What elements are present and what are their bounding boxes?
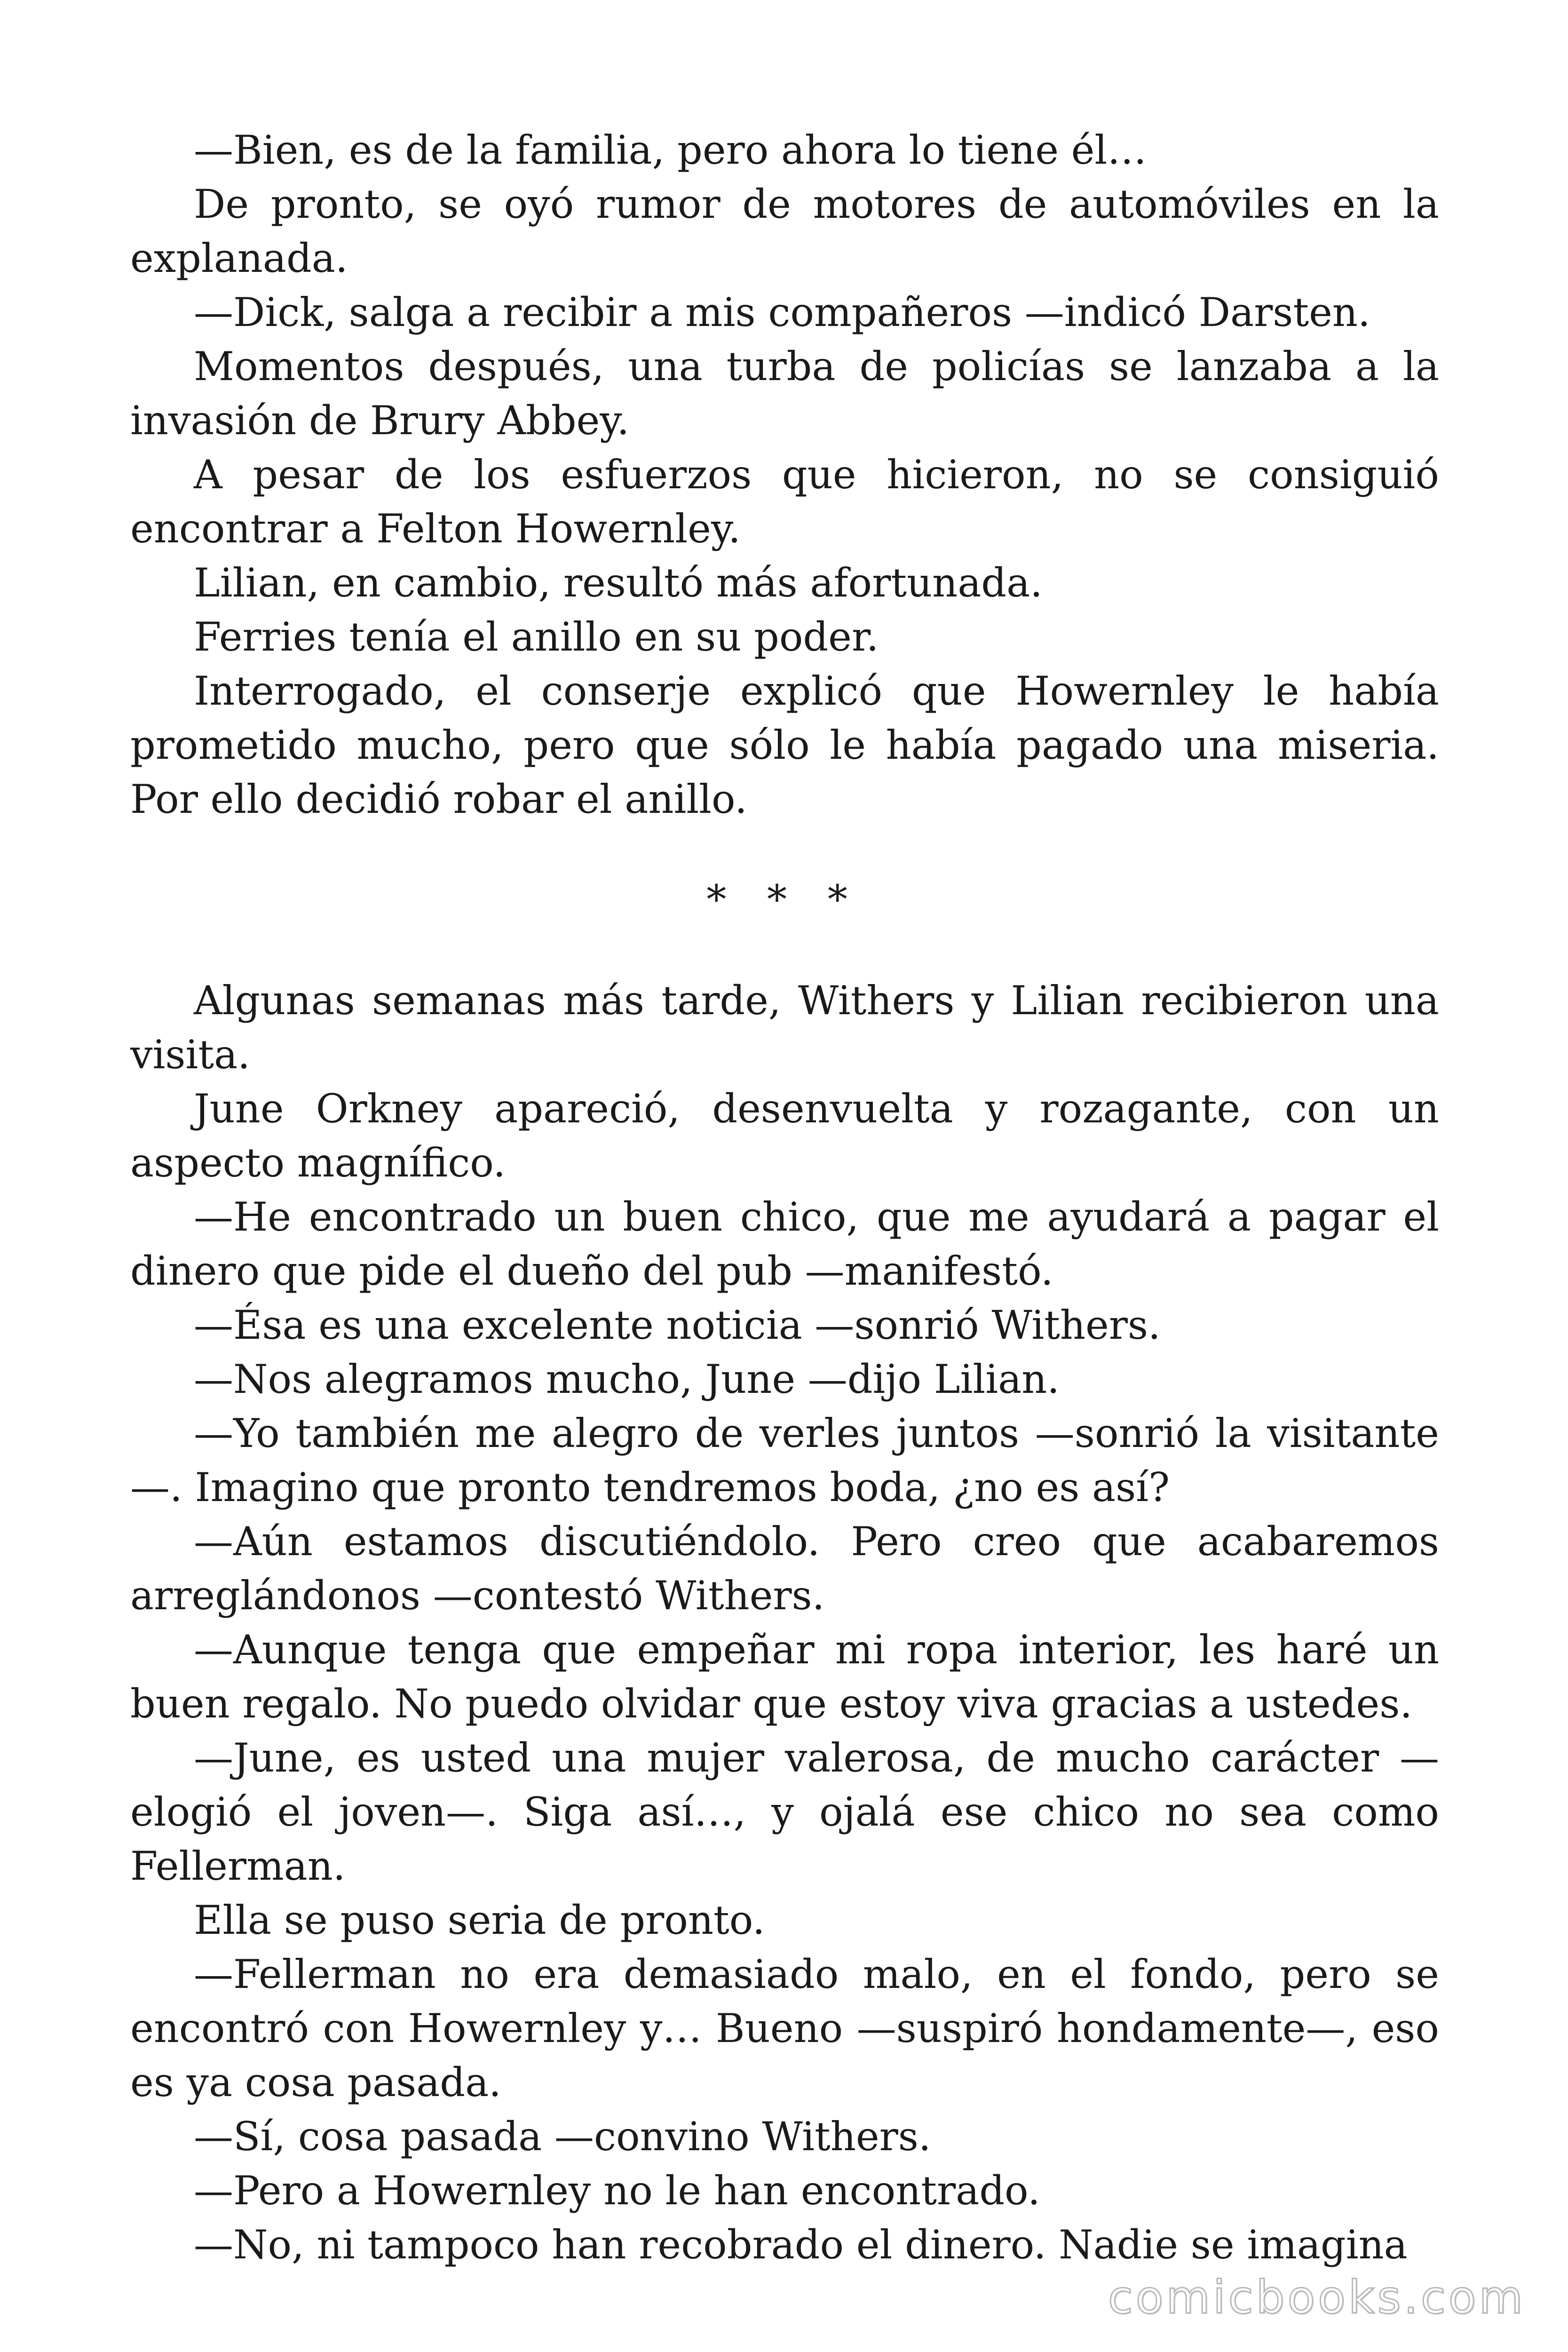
paragraph: —Aunque tenga que empeñar mi ropa interior, les haré un buen regalo. No puedo olvidar que estoy viva gracias a ustedes. [130, 1627, 1439, 1727]
paragraph: —June, es usted una mujer valerosa, de mucho carácter —elogió el joven—. Siga así…, y ojalá ese chico no sea como Fellerman. [130, 1735, 1439, 1889]
paragraph: Ferries tenía el anillo en su poder. [194, 614, 879, 660]
text-block-top [130, 123, 1439, 826]
paragraph: June Orkney apareció, desenvuelta y rozagante, con un aspecto magnífico. [130, 1086, 1439, 1186]
paragraph: Algunas semanas más tarde, Withers y Lilian recibieron una visita. [130, 977, 1439, 1078]
watermark: comicbooks.com [1108, 2271, 1526, 2324]
text-block-bottom [130, 974, 1439, 2272]
paragraph: —Sí, cosa pasada —convino Withers. [194, 2114, 931, 2160]
paragraph: De pronto, se oyó rumor de motores de automóviles en la explanada. [130, 181, 1439, 281]
paragraph: Ella se puso seria de pronto. [194, 1897, 765, 1943]
paragraph: —Dick, salga a recibir a mis compañeros —indicó Darsten. [194, 289, 1370, 335]
paragraph: —Yo también me alegro de verles juntos —sonrió la visitante—. Imagino que pronto tendremos boda, ¿no es así? [130, 1410, 1439, 1510]
paragraph: —Pero a Howernley no le han encontrado. [194, 2168, 1040, 2214]
paragraph: —Aún estamos discutiéndolo. Pero creo que acabaremos arreglándonos —contestó Withers. [130, 1518, 1439, 1619]
section-separator: * * * [706, 876, 862, 922]
paragraph: Momentos después, una turba de policías se lanzaba a la invasión de Brury Abbey. [130, 343, 1439, 444]
paragraph: —No, ni tampoco han recobrado el dinero. Nadie se imagina [194, 2222, 1408, 2268]
paragraph: —Nos alegramos mucho, June —dijo Lilian. [194, 1356, 1060, 1402]
paragraph: —Bien, es de la familia, pero ahora lo tiene él… [194, 127, 1147, 173]
paragraph: —Ésa es una excelente noticia —sonrió Withers. [194, 1302, 1161, 1348]
paragraph: Interrogado, el conserje explicó que Howernley le había prometido mucho, pero que sólo le había pagado una miseria. Por ello decidió robar el anillo. [130, 668, 1439, 822]
paragraph: —Fellerman no era demasiado malo, en el fondo, pero se encontró con Howernley y… Bueno —suspiró hondamente—, eso es ya cosa pasada. [130, 1951, 1439, 2106]
paragraph: A pesar de los esfuerzos que hicieron, no se consiguió encontrar a Felton Howernley. [130, 452, 1439, 552]
paragraph: Lilian, en cambio, resultó más afortunada. [194, 560, 1043, 606]
paragraph: —He encontrado un buen chico, que me ayudará a pagar el dinero que pide el dueño del pub —manifestó. [130, 1194, 1439, 1294]
